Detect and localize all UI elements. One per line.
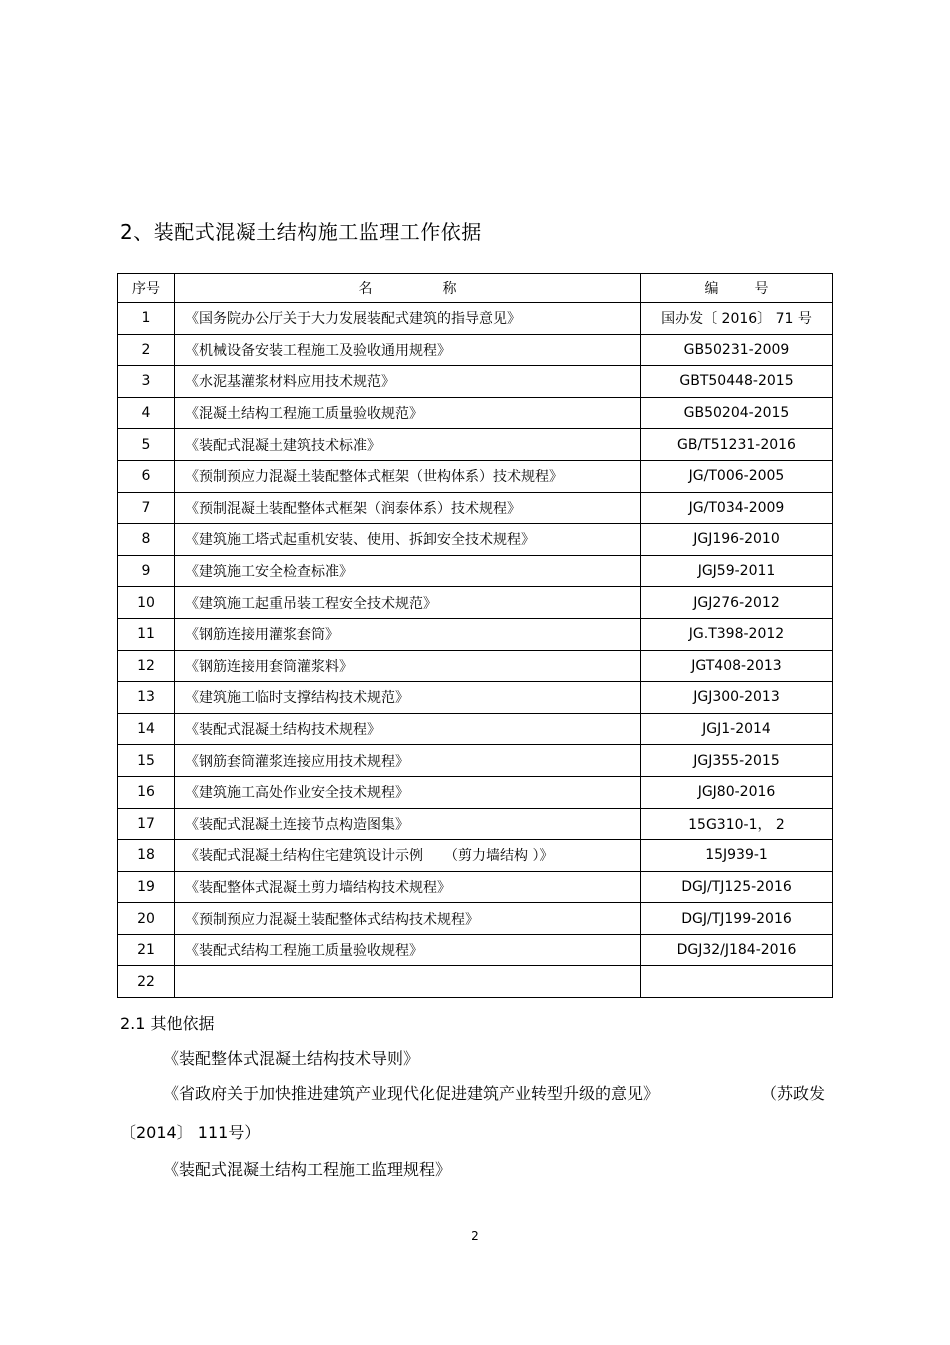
row-code: DGJ/TJ199-2016	[641, 903, 833, 935]
table-row	[118, 713, 833, 745]
row-name: 《钢筋连接用灌浆套筒》	[175, 618, 641, 650]
row-number: 18	[118, 840, 175, 872]
other-item-2: 《省政府关于加快推进建筑产业现代化促进建筑产业转型升级的意见》	[163, 1084, 660, 1103]
row-code: JGJ80-2016	[641, 776, 833, 808]
row-name: 《预制预应力混凝土装配整体式框架（世构体系）技术规程》	[175, 460, 641, 492]
page-title: 2、装配式混凝土结构施工监理工作依据	[120, 220, 482, 244]
row-number: 2	[118, 334, 175, 366]
table-row	[118, 587, 833, 619]
row-code: GB/T51231-2016	[641, 429, 833, 461]
row-number: 22	[118, 966, 175, 998]
row-code: JG/T006-2005	[641, 460, 833, 492]
row-number: 9	[118, 555, 175, 587]
table-body	[118, 303, 833, 998]
table-row	[118, 808, 833, 840]
row-name: 《装配式混凝土结构技术规程》	[175, 713, 641, 745]
row-name: 《钢筋套筒灌浆连接应用技术规程》	[175, 745, 641, 777]
row-code: JGT408-2013	[641, 650, 833, 682]
row-name: 《国务院办公厅关于大力发展装配式建筑的指导意见》	[175, 303, 641, 335]
table-header-row	[118, 274, 833, 303]
table-row	[118, 682, 833, 714]
row-number: 1	[118, 303, 175, 335]
header-name	[175, 274, 641, 303]
row-number: 3	[118, 366, 175, 398]
section-title-other: 2.1 其他依据	[120, 1014, 215, 1033]
row-name	[175, 966, 641, 998]
table-row	[118, 618, 833, 650]
table-row	[118, 871, 833, 903]
table-row	[118, 934, 833, 966]
row-code: 15J939-1	[641, 840, 833, 872]
row-name: 《混凝土结构工程施工质量验收规范》	[175, 397, 641, 429]
row-name: 《装配整体式混凝土剪力墙结构技术规程》	[175, 871, 641, 903]
table-row	[118, 303, 833, 335]
row-code: JGJ59-2011	[641, 555, 833, 587]
table-row	[118, 366, 833, 398]
row-code: JGJ300-2013	[641, 682, 833, 714]
row-name: 《装配式混凝土结构住宅建筑设计示例 （剪力墙结构 ）》	[175, 840, 641, 872]
other-item-3: 《装配式混凝土结构工程施工监理规程》	[163, 1160, 452, 1179]
table-row	[118, 555, 833, 587]
table-row	[118, 745, 833, 777]
row-name: 《建筑施工安全检查标准》	[175, 555, 641, 587]
row-code	[641, 966, 833, 998]
row-name: 《建筑施工起重吊装工程安全技术规范》	[175, 587, 641, 619]
row-code: DGJ/TJ125-2016	[641, 871, 833, 903]
row-code: JG/T034-2009	[641, 492, 833, 524]
table-row	[118, 492, 833, 524]
row-name: 《建筑施工临时支撑结构技术规范》	[175, 682, 641, 714]
row-number: 4	[118, 397, 175, 429]
table-row	[118, 650, 833, 682]
header-name-part1: 名	[358, 281, 373, 297]
row-code: GBT50448-2015	[641, 366, 833, 398]
row-code: DGJ32/J184-2016	[641, 934, 833, 966]
row-number: 17	[118, 808, 175, 840]
table-row	[118, 334, 833, 366]
table-row	[118, 429, 833, 461]
row-number: 21	[118, 934, 175, 966]
header-code-part1: 编	[704, 281, 719, 297]
row-code: GB50231-2009	[641, 334, 833, 366]
row-code: JG.T398-2012	[641, 618, 833, 650]
header-no: 序号	[118, 274, 175, 303]
row-code: GB50204-2015	[641, 397, 833, 429]
row-number: 19	[118, 871, 175, 903]
row-code: 国办发〔 2016〕 71 号	[641, 303, 833, 335]
row-code: 15G310-1， 2	[641, 808, 833, 840]
header-code	[641, 274, 833, 303]
row-name: 《装配式结构工程施工质量验收规程》	[175, 934, 641, 966]
table-row	[118, 903, 833, 935]
row-name: 《机械设备安装工程施工及验收通用规程》	[175, 334, 641, 366]
row-number: 16	[118, 776, 175, 808]
row-number: 10	[118, 587, 175, 619]
row-name: 《预制预应力混凝土装配整体式结构技术规程》	[175, 903, 641, 935]
row-name: 《水泥基灌浆材料应用技术规范》	[175, 366, 641, 398]
header-name-part2: 称	[442, 281, 457, 297]
other-item-1: 《装配整体式混凝土结构技术导则》	[163, 1049, 420, 1068]
table-row	[118, 840, 833, 872]
page-number: 2	[471, 1229, 479, 1243]
row-number: 7	[118, 492, 175, 524]
row-name: 《预制混凝土装配整体式框架（润泰体系）技术规程》	[175, 492, 641, 524]
row-number: 20	[118, 903, 175, 935]
row-code: JGJ196-2010	[641, 524, 833, 556]
row-name: 《建筑施工塔式起重机安装、使用、拆卸安全技术规程》	[175, 524, 641, 556]
reference-table	[117, 273, 833, 998]
row-name: 《钢筋连接用套筒灌浆料》	[175, 650, 641, 682]
row-code: JGJ1-2014	[641, 713, 833, 745]
row-number: 11	[118, 618, 175, 650]
row-number: 15	[118, 745, 175, 777]
row-number: 6	[118, 460, 175, 492]
other-item-2-ref-b: 〔2014〕 111号）	[120, 1123, 261, 1142]
table-row	[118, 460, 833, 492]
row-name: 《装配式混凝土连接节点构造图集》	[175, 808, 641, 840]
table-row	[118, 524, 833, 556]
row-number: 13	[118, 682, 175, 714]
row-code: JGJ276-2012	[641, 587, 833, 619]
row-name: 《建筑施工高处作业安全技术规程》	[175, 776, 641, 808]
row-number: 5	[118, 429, 175, 461]
row-number: 8	[118, 524, 175, 556]
table-row	[118, 397, 833, 429]
table-row	[118, 966, 833, 998]
row-code: JGJ355-2015	[641, 745, 833, 777]
other-item-2-ref-a: （苏政发	[761, 1084, 826, 1103]
row-number: 14	[118, 713, 175, 745]
header-code-part2: 号	[754, 281, 769, 297]
row-name: 《装配式混凝土建筑技术标准》	[175, 429, 641, 461]
row-number: 12	[118, 650, 175, 682]
table-row	[118, 776, 833, 808]
